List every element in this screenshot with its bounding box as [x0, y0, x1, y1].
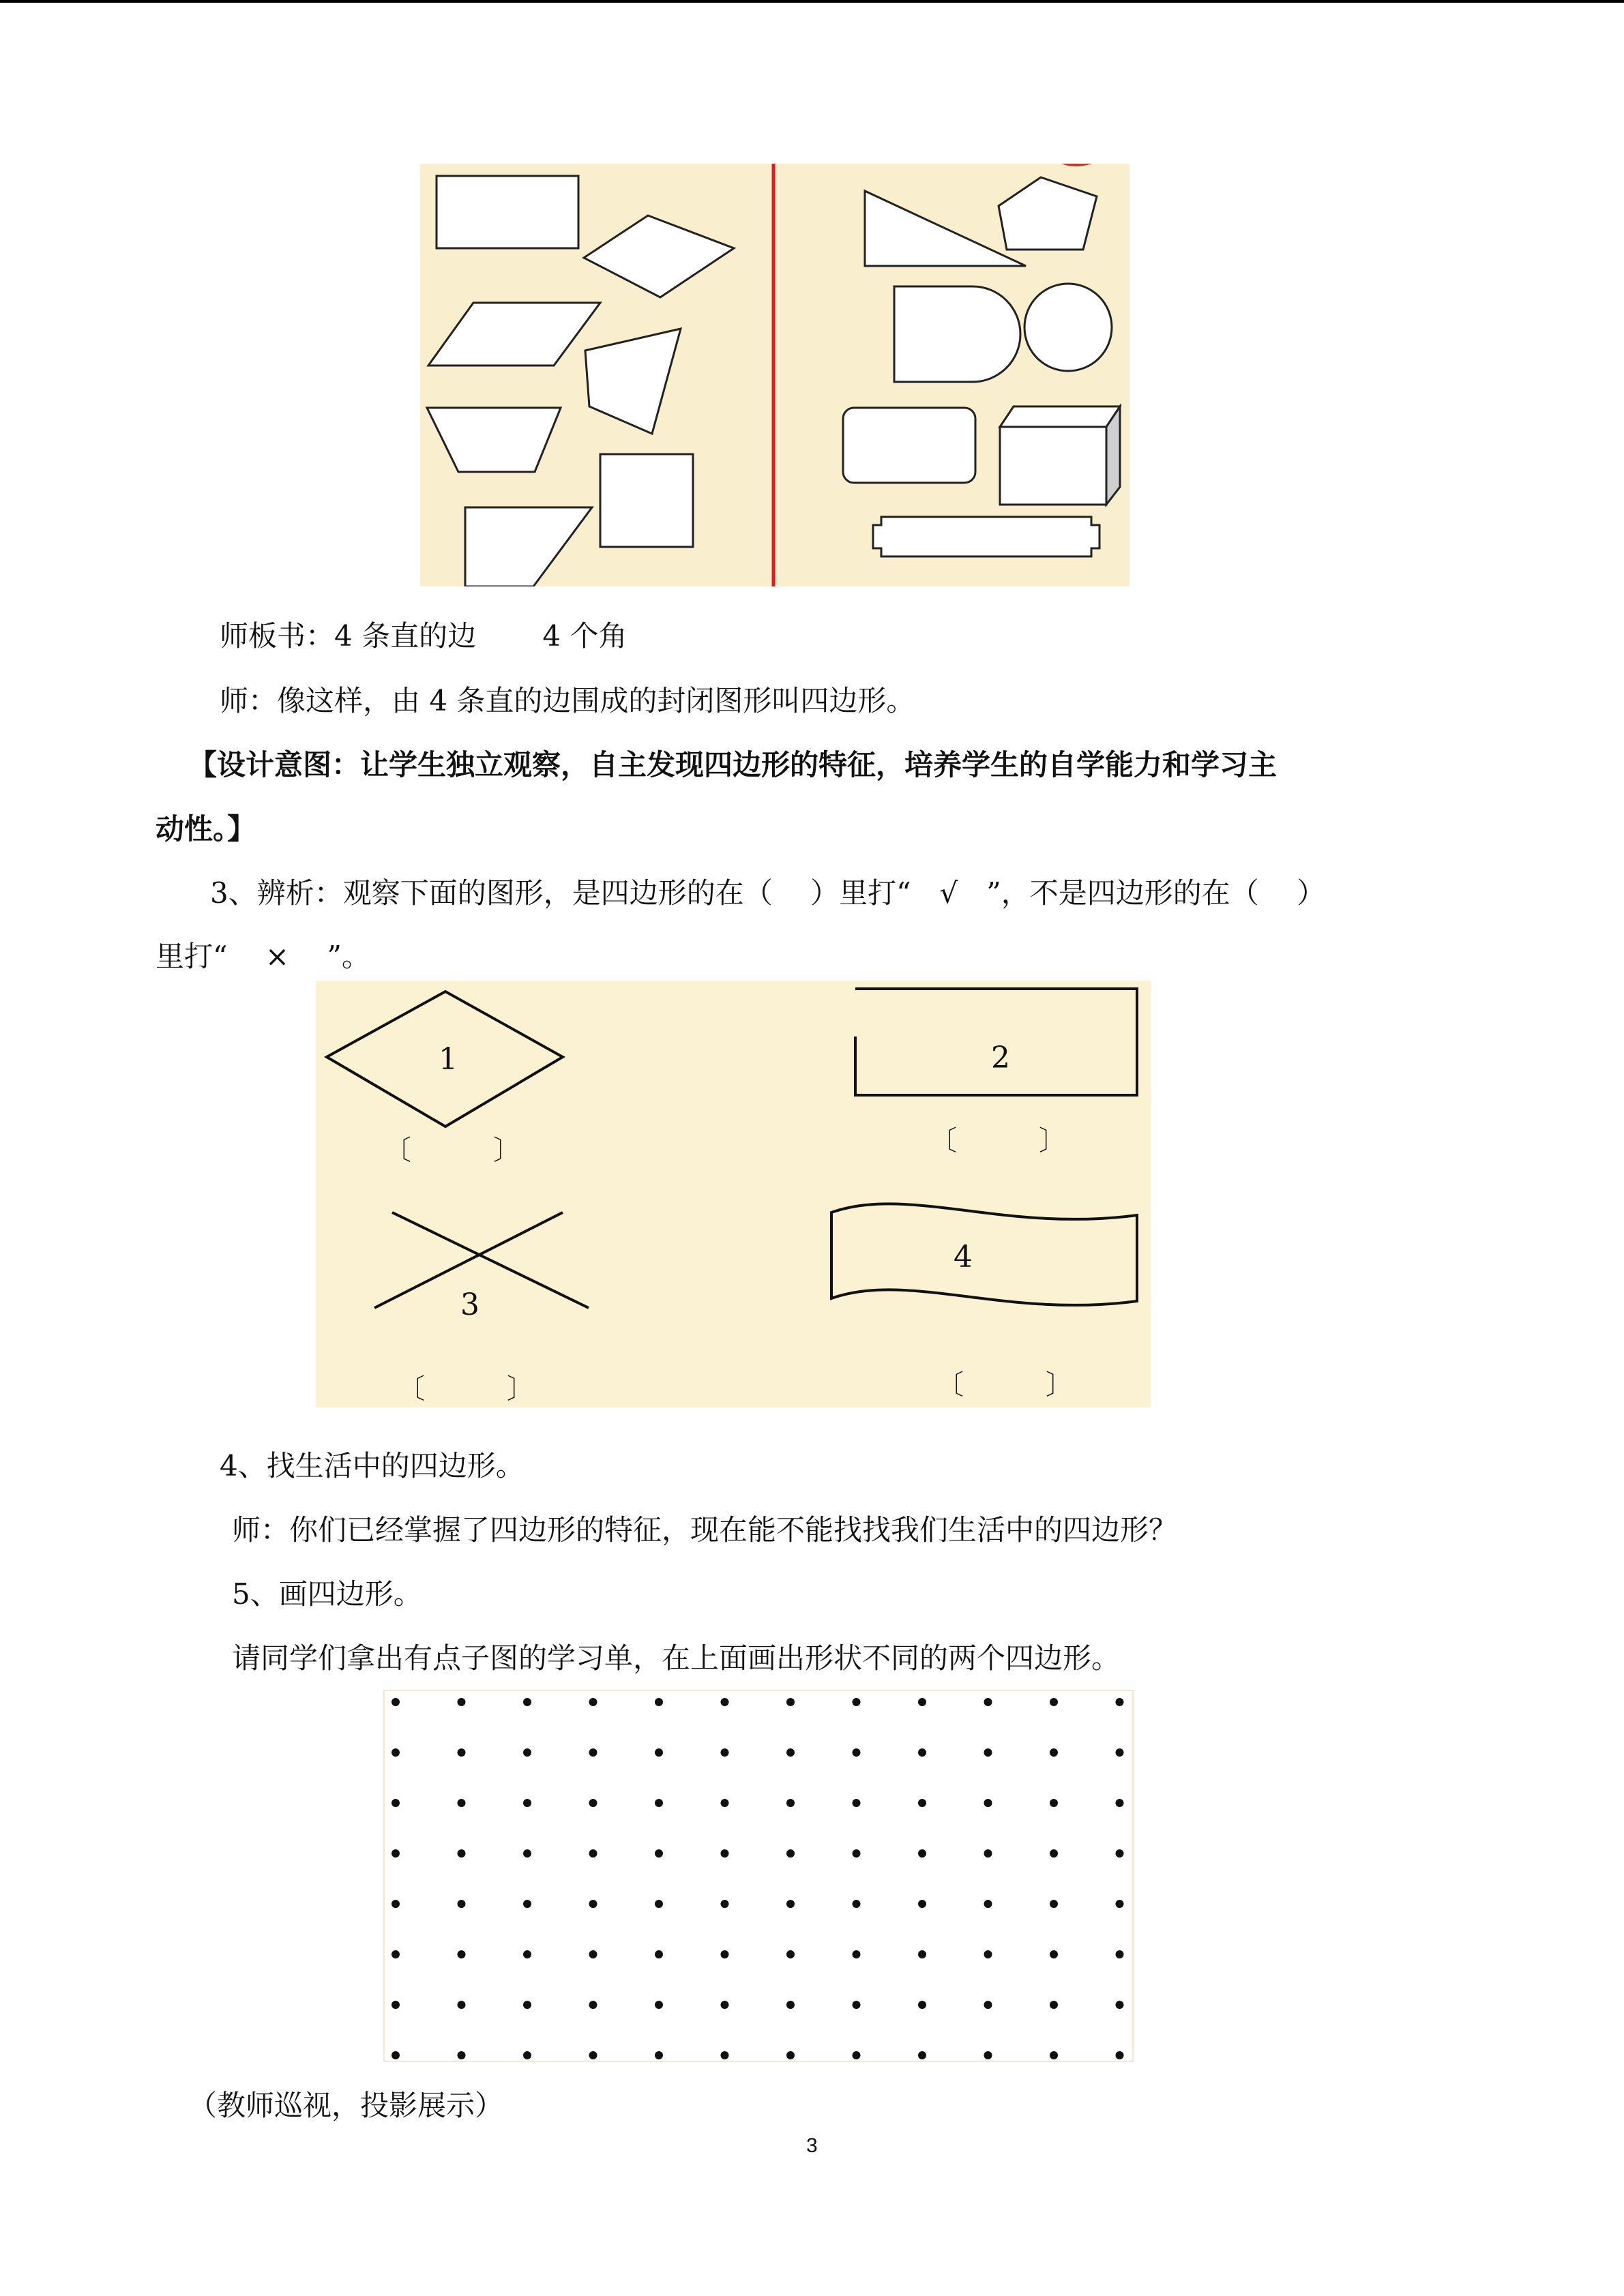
grid-dot — [392, 2001, 400, 2009]
grid-dot — [1116, 2001, 1124, 2009]
grid-dot — [523, 1799, 531, 1807]
grid-dot — [918, 1799, 926, 1807]
grid-dot — [786, 1799, 795, 1807]
grid-dot — [655, 2001, 663, 2009]
rectangle-shape — [437, 176, 578, 248]
grid-dot — [523, 1748, 531, 1757]
grid-dot — [1050, 2051, 1058, 2059]
grid-dot — [1050, 2001, 1058, 2009]
grid-dot — [721, 1698, 729, 1706]
grid-dot — [918, 2051, 926, 2059]
rounded-rectangle-shape — [843, 408, 975, 483]
grid-dot — [589, 1849, 597, 1858]
grid-dot — [655, 2051, 663, 2059]
grid-dot — [655, 1748, 663, 1757]
square-shape — [600, 454, 693, 547]
d-shape — [894, 286, 1020, 382]
grid-dot — [786, 1748, 795, 1757]
figure2-label-3: 3 — [460, 1287, 479, 1322]
grid-dot — [392, 1698, 400, 1706]
grid-dot — [392, 1950, 400, 1958]
grid-dot — [721, 1748, 729, 1757]
grid-dot — [786, 2001, 795, 2009]
grid-dot — [853, 1900, 861, 1908]
notched-plaque-shape — [873, 517, 1099, 556]
grid-dot — [1116, 1900, 1124, 1908]
grid-dot — [1116, 1698, 1124, 1706]
grid-dot — [984, 2001, 992, 2009]
grid-dot — [392, 1849, 400, 1858]
grid-dot — [458, 2051, 466, 2059]
grid-dot — [853, 1698, 861, 1706]
grid-dot — [721, 1799, 729, 1807]
grid-dot — [786, 1849, 795, 1858]
step5-instruction-line: 请同学们拿出有点子图的学习单，在上面画出形状不同的两个四边形。 — [232, 1641, 1121, 1675]
grid-dot — [853, 2051, 861, 2059]
grid-dot — [523, 2001, 531, 2009]
dot-grid-border — [384, 1690, 1133, 2061]
board-note-line: 师板书：4 条直的边 4 个角 — [220, 619, 628, 653]
grid-dot — [655, 1799, 663, 1807]
grid-dot — [458, 1849, 466, 1858]
grid-dot — [853, 1950, 861, 1958]
figure2-answer-bracket-1[interactable]: 〔 〕 — [384, 1135, 520, 1166]
grid-dot — [655, 1900, 663, 1908]
grid-dot — [523, 1950, 531, 1958]
grid-dot — [392, 2051, 400, 2059]
grid-dot — [786, 1950, 795, 1958]
grid-dot — [918, 2001, 926, 2009]
grid-dot — [721, 2001, 729, 2009]
grid-dot — [655, 1950, 663, 1958]
figure2-label-4: 4 — [954, 1240, 973, 1274]
grid-dot — [853, 1748, 861, 1757]
figure2-answer-bracket-3[interactable]: 〔 〕 — [398, 1373, 534, 1405]
grid-dot — [853, 2001, 861, 2009]
teacher-definition-line: 师：像这样，由 4 条直的边围成的封闭图形叫四边形。 — [220, 684, 915, 717]
grid-dot — [458, 1748, 466, 1757]
figure2-label-1: 1 — [439, 1042, 458, 1077]
grid-dot — [721, 1950, 729, 1958]
grid-dot — [1116, 1748, 1124, 1757]
exercise3-line-2: 里打“ × ”。 — [156, 940, 370, 973]
exercise3-line-1: 3、辨析：观察下面的图形，是四边形的在（ ）里打“ √ ”，不是四边形的在（ ） — [210, 876, 1326, 910]
grid-dot — [523, 2051, 531, 2059]
grid-dot — [1050, 1698, 1058, 1706]
grid-dot — [523, 1849, 531, 1858]
grid-dot — [589, 1950, 597, 1958]
grid-dot — [523, 1698, 531, 1706]
grid-dot — [458, 1698, 466, 1706]
closing-line: （教师巡视，投影展示） — [188, 2089, 504, 2122]
grid-dot — [392, 1748, 400, 1757]
figure2-label-2: 2 — [991, 1041, 1010, 1075]
grid-dot — [721, 2051, 729, 2059]
cube-front-face — [1000, 427, 1106, 505]
design-intent-line-1: 【设计意图：让学生独立观察，自主发现四边形的特征，培养学生的自学能力和学习主 — [188, 748, 1278, 781]
step4-teacher-line: 师：你们已经掌握了四边形的特征，现在能不能找找我们生活中的四边形？ — [232, 1513, 1178, 1547]
grid-dot — [1116, 1950, 1124, 1958]
grid-dot — [1050, 1748, 1058, 1757]
grid-dot — [458, 1950, 466, 1958]
page-number: 3 — [806, 2134, 818, 2157]
grid-dot — [786, 2051, 795, 2059]
cube-top-face — [1000, 406, 1120, 427]
grid-dot — [984, 1748, 992, 1757]
quadrilateral-judgement-figure — [316, 981, 1151, 1407]
grid-dot — [984, 1900, 992, 1908]
grid-dot — [1116, 1799, 1124, 1807]
grid-dot — [918, 1748, 926, 1757]
grid-dot — [984, 2051, 992, 2059]
grid-dot — [984, 1950, 992, 1958]
grid-dot — [853, 1799, 861, 1807]
grid-dot — [984, 1698, 992, 1706]
grid-dot — [589, 1799, 597, 1807]
grid-dot — [1050, 1900, 1058, 1908]
grid-dot — [853, 1849, 861, 1858]
grid-dot — [721, 1849, 729, 1858]
dot-grid-worksheet — [383, 1690, 1134, 2062]
grid-dot — [1050, 1799, 1058, 1807]
grid-dot — [589, 1900, 597, 1908]
grid-dot — [655, 1849, 663, 1858]
figure2-answer-bracket-4[interactable]: 〔 〕 — [936, 1369, 1073, 1401]
grid-dot — [589, 1698, 597, 1706]
grid-dot — [589, 2051, 597, 2059]
grid-dot — [918, 1698, 926, 1706]
grid-dot — [984, 1849, 992, 1858]
grid-dot — [589, 1748, 597, 1757]
grid-dot — [1116, 1849, 1124, 1858]
grid-dot — [655, 1698, 663, 1706]
grid-dot — [458, 2001, 466, 2009]
grid-dot — [392, 1900, 400, 1908]
grid-dot — [786, 1900, 795, 1908]
grid-dot — [458, 1799, 466, 1807]
grid-dot — [523, 1900, 531, 1908]
design-intent-line-2: 动性。】 — [156, 812, 256, 846]
grid-dot — [1050, 1950, 1058, 1958]
shapes-sorting-figure — [420, 164, 1130, 586]
grid-dot — [458, 1900, 466, 1908]
grid-dot — [918, 1849, 926, 1858]
grid-dot — [1116, 2051, 1124, 2059]
grid-dot — [721, 1900, 729, 1908]
grid-dot — [918, 1900, 926, 1908]
grid-dot — [984, 1799, 992, 1807]
circle-shape — [1024, 284, 1112, 371]
grid-dot — [918, 1950, 926, 1958]
grid-dot — [589, 2001, 597, 2009]
figure2-answer-bracket-2[interactable]: 〔 〕 — [930, 1125, 1066, 1157]
step5-title-line: 5、画四边形。 — [232, 1577, 422, 1611]
grid-dot — [1050, 1849, 1058, 1858]
page-top-border — [0, 0, 1624, 3]
grid-dot — [786, 1698, 795, 1706]
grid-dot — [392, 1799, 400, 1807]
step4-title-line: 4、找生活中的四边形。 — [220, 1449, 525, 1482]
